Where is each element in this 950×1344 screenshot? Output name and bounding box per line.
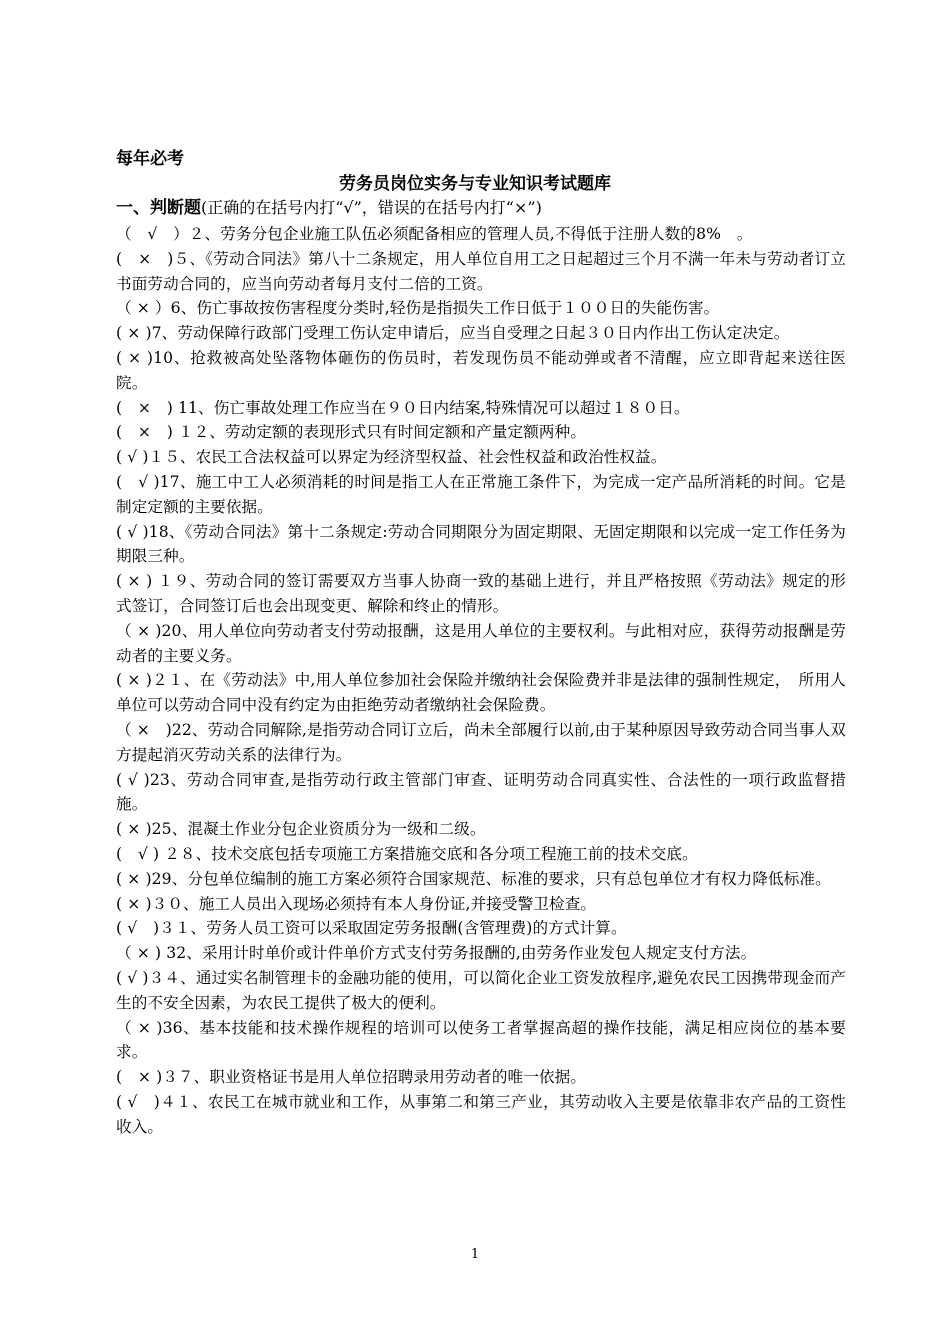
section-note: (正确的在括号内打“√”，错误的在括号内打“×”) bbox=[201, 198, 542, 217]
section-label: 一、判断题 bbox=[116, 198, 201, 218]
question-item: （ × )20、用人单位向劳动者支付劳动报酬，这是用人单位的主要权利。与此相对应，获得劳动报酬是劳动者的主要义务。 bbox=[116, 621, 846, 665]
question-item: ( × )7、劳动保障行政部门受理工伤认定申请后，应当自受理之日起３０日内作出工伤认定决定。 bbox=[116, 324, 790, 343]
question-item: ( × ) 11、伤亡事故处理工作应当在９０日内结案,特殊情况可以超过１８０日。 bbox=[116, 398, 690, 417]
question-item: （ × ) 32、采用计时单价或计件单价方式支付劳务报酬的,由劳务作业发包人规定支付方法。 bbox=[116, 944, 757, 963]
question-item: （ × )36、基本技能和技术操作规程的培训可以使务工者掌握高超的操作技能，满足相应岗位的基本要求。 bbox=[116, 1018, 846, 1062]
question-item: ( √ )１５、农民工合法权益可以界定为经济型权益、社会性权益和政治性权益。 bbox=[116, 448, 667, 467]
question-item: ( × )29、分包单位编制的施工方案必须符合国家规范、标准的要求，只有总包单位才有权力降低标准。 bbox=[116, 869, 831, 888]
question-item: ( √ )23、劳动合同审查,是指劳动行政主管部门审查、证明劳动合同真实性、合法性的一项行政监督措施。 bbox=[116, 770, 846, 814]
question-item: （ × ）6、伤亡事故按伤害程度分类时,轻伤是指损失工作日低于１００日的失能伤害。 bbox=[116, 299, 720, 318]
question-item: ( √ ) ２８、技术交底包括专项施工方案措施交底和各分项工程施工前的技术交底。 bbox=[116, 844, 698, 863]
question-item: ( √ )17、施工中工人必须消耗的时间是指工人在正常施工条件下，为完成一定产品所消耗的时间。它是制定定额的主要依据。 bbox=[116, 472, 846, 516]
question-item: ( × )２１、在《劳动法》中,用人单位参加社会保险并缴纳社会保险费并非是法律的强制性规定， 所用人单位可以劳动合同中没有约定为由拒绝劳动者缴纳社会保险费。 bbox=[116, 671, 846, 715]
question-item: ( √ )４１、农民工在城市就业和工作，从事第二和第三产业，其劳动收入主要是依靠非农产品的工资性收入。 bbox=[116, 1092, 846, 1136]
document-title: 劳务员岗位实务与专业知识考试题库 bbox=[339, 174, 611, 194]
question-item: （ √ ）２、劳务分包企业施工队伍必须配备相应的管理人员,不得低于注册人数的8% 。 bbox=[116, 225, 753, 243]
question-item: ( √ )３１、劳务人员工资可以采取固定劳务报酬(含管理费)的方式计算。 bbox=[116, 919, 627, 938]
question-item: ( × ) １９、劳动合同的签订需要双方当事人协商一致的基础上进行，并且严格按照《劳动法》规定的形式签订，合同签订后也会出现变更、解除和终止的情形。 bbox=[116, 572, 846, 615]
question-item: ( × )５、《劳动合同法》第八十二条规定，用人单位自用工之日起超过三个月不满一年未与劳动者订立书面劳动合同的，应当向劳动者每月支付二倍的工资。 bbox=[116, 249, 846, 293]
header-tag: 每年必考 bbox=[116, 149, 184, 169]
question-list bbox=[116, 222, 846, 1139]
question-item: （ × )22、劳动合同解除,是指劳动合同订立后，尚未全部履行以前,由于某种原因导致劳动合同当事人双方提起消灭劳动关系的法律行为。 bbox=[116, 720, 846, 764]
question-item: ( × )３７、职业资格证书是用人单位招聘录用劳动者的唯一依据。 bbox=[116, 1068, 587, 1087]
question-item: ( × )25、混凝土作业分包企业资质分为一级和二级。 bbox=[116, 820, 486, 839]
question-item: ( × )３０、施工人员出入现场必须持有本人身份证,并接受警卫检查。 bbox=[116, 894, 597, 913]
question-item: ( √ )３４、通过实名制管理卡的金融功能的使用，可以简化企业工资发放程序,避免农民工因携带现金而产生的不安全因素，为农民工提供了极大的便利。 bbox=[116, 968, 846, 1012]
question-item: ( × ) １２、劳动定额的表现形式只有时间定额和产量定额两种。 bbox=[116, 423, 587, 442]
question-item: ( × )10、抢救被高处坠落物体砸伤的伤员时，若发现伤员不能动弹或者不清醒，应立即背起来送往医院。 bbox=[116, 348, 846, 392]
section-heading bbox=[116, 197, 846, 219]
question-item: ( √ )18、《劳动合同法》第十二条规定:劳动合同期限分为固定期限、无固定期限和以完成一定工作任务为期限三种。 bbox=[116, 522, 846, 566]
page-number: 1 bbox=[470, 1247, 480, 1262]
